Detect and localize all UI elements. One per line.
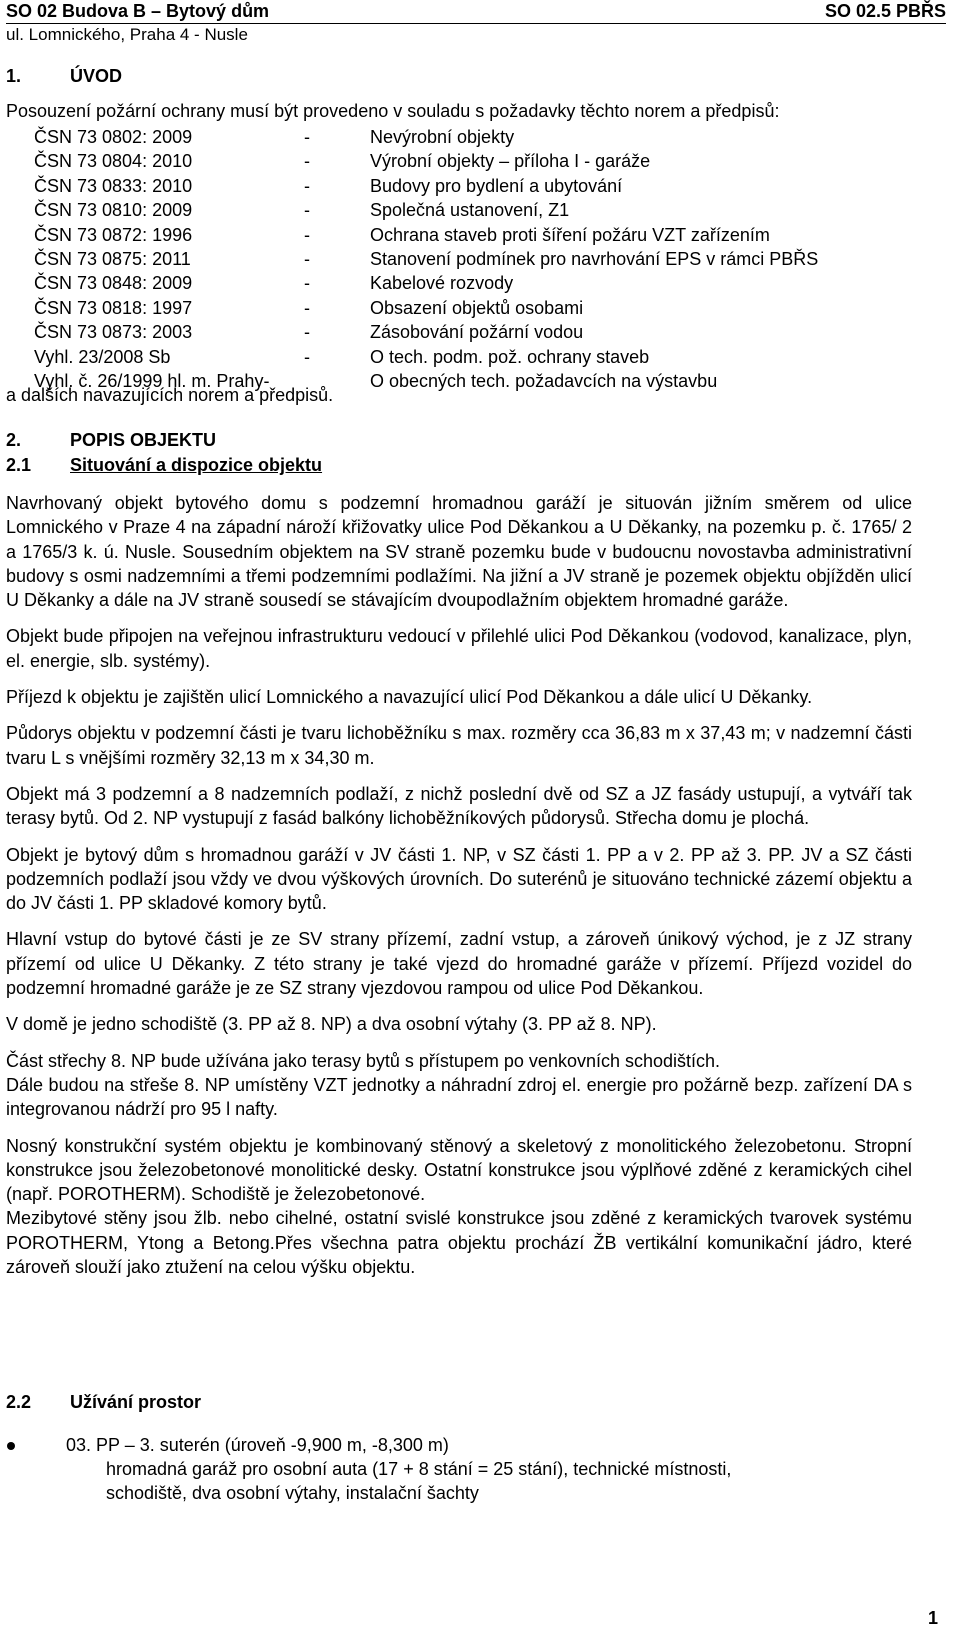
standard-name: Obsazení objektů osobami xyxy=(370,297,584,318)
standard-code: ČSN 73 0875: 2011 xyxy=(34,248,191,269)
standard-row xyxy=(34,200,934,224)
standard-dash: - xyxy=(304,200,310,221)
standard-row xyxy=(34,273,934,297)
section-2-1-heading xyxy=(6,455,322,476)
standard-dash: - xyxy=(304,151,310,172)
intro-closing-text: a dalších navazujících norem a předpisů. xyxy=(6,385,334,405)
section-2-2-heading xyxy=(6,1392,201,1413)
standard-dash: - xyxy=(304,346,310,367)
bullet-line: hromadná garáž pro osobní auta (17 + 8 stání = 25 stání), technické místnosti, xyxy=(106,1459,732,1479)
standard-dash: - xyxy=(304,322,310,343)
page-number: 1 xyxy=(927,1608,938,1628)
standard-code: ČSN 73 0873: 2003 xyxy=(34,322,193,343)
standard-row xyxy=(34,127,934,151)
paragraph: Hlavní vstup do bytové části je ze SV strany přízemí, zadní vstup, a zároveň únikový východ, je z JZ strany přízemí od ulice U Děkanky. Z této strany je také vjezd do hromadné garáže v přízemí. Příjezd vozidel do podzemní hromadné garáže je ze SZ strany vjezdovou rampou od ulice Pod Děkankou. xyxy=(6,929,912,999)
paragraph: Nosný konstrukční systém objektu je kombinovaný stěnový a skeletový z monolitického železobetonu. Stropní konstrukce jsou železobetonové monolitické desky. Ostatní konstrukce jsou výplňové zděné z keramických cihel (např. POROTHERM). Schodiště je železobetonové. xyxy=(6,1135,912,1205)
section-2-2-number: 2.2 xyxy=(6,1392,32,1412)
section-1-heading xyxy=(6,66,122,87)
bullet-line: 03. PP – 3. suterén (úroveň -9,900 m, -8,300 m) xyxy=(66,1435,449,1455)
standard-dash: - xyxy=(304,248,310,269)
standard-dash: - xyxy=(304,273,310,294)
section-2-2-title: Užívání prostor xyxy=(70,1392,202,1412)
standard-row xyxy=(34,249,934,273)
standard-name: Budovy pro bydlení a ubytování xyxy=(370,175,623,196)
paragraph: Půdorys objektu v podzemní části je tvaru lichoběžníku s max. rozměry cca 36,83 m x 37,43 m; v nadzemní části tvaru L s vnějšími rozměry 32,13 m x 34,30 m. xyxy=(6,723,912,768)
standard-row xyxy=(34,176,934,200)
standard-name: O tech. podm. pož. ochrany staveb xyxy=(370,346,650,367)
standard-row xyxy=(34,225,934,249)
standard-code: ČSN 73 0810: 2009 xyxy=(34,200,193,221)
paragraph: V domě je jedno schodiště (3. PP až 8. NP) a dva osobní výtahy (3. PP až 8. NP). xyxy=(6,1014,657,1035)
standard-dash: - xyxy=(304,297,310,318)
standard-code: ČSN 73 0872: 1996 xyxy=(34,224,193,245)
paragraph: Dále budou na střeše 8. NP umístěny VZT jednotky a náhradní zdroj el. energie pro požárně bezp. zařízení DA s integrovanou nádrží pro 95 l nafty. xyxy=(6,1074,912,1120)
standard-row xyxy=(34,151,934,175)
standard-dash: - xyxy=(304,127,310,147)
section-2-heading xyxy=(6,430,216,451)
bullet-line: schodiště, dva osobní výtahy, instalační šachty xyxy=(106,1483,479,1503)
standard-name: Stanovení podmínek pro navrhování EPS v rámci PBŘS xyxy=(370,248,819,269)
section-1-title: ÚVOD xyxy=(70,66,123,86)
page-header xyxy=(6,0,946,24)
paragraph: Navrhovaný objekt bytového domu s podzemní hromadnou garáží je situován jižním směrem od ulice Lomnického v Praze 4 na západní nároží křižovatky ulice Pod Děkankou a U Děkanky, na pozemku p. č. 1765/ 2 a 1765/3 k. ú. Nusle. Sousedním objektem na SV straně pozemku bude v budoucnu novostavba administrativní budovy s osmi nadzemními a třemi podzemními podlažími. Na jižní a JV straně je pozemek objektu objížděn ulicí U Děkanky a dále na JV straně sousedí se stávajícím dvoupodlažním objektem hromadné garáže. xyxy=(6,493,912,611)
standard-name: O obecných tech. požadavcích na výstavbu xyxy=(370,370,718,391)
standard-row xyxy=(34,347,934,371)
standard-row xyxy=(34,298,934,322)
paragraph: Objekt má 3 podzemní a 8 nadzemních podlaží, z nichž poslední dvě od SZ a JZ fasády ustupují, a vytváří tak terasy bytů. Od 2. NP vystupují z fasád balkóny lichoběžníkových půdorysů. Střecha domu je plochá. xyxy=(6,783,912,829)
paragraph: Část střechy 8. NP bude užívána jako terasy bytů s přístupem po venkovních schodištích. xyxy=(6,1050,721,1071)
paragraph: Příjezd k objektu je zajištěn ulicí Lomnického a navazující ulicí Pod Děkankou a dále ulicí U Děkanky. xyxy=(6,687,813,708)
standard-code: Vyhl. č. 26/1999 hl. m. Prahy- xyxy=(34,370,270,391)
paragraph: Objekt je bytový dům s hromadnou garáží v JV části 1. NP, v SZ části 1. PP a v 2. PP až 3. PP. JV a SZ části podzemních podlaží jsou vždy ve dvou výškových úrovních. Do suterénů je situováno technické zázemí objektu a do JV části 1. PP skladové komory bytů. xyxy=(6,844,912,914)
paragraph: Objekt bude připojen na veřejnou infrastrukturu vedoucí v přilehlé ulici Pod Děkankou (vodovod, kanalizace, plyn, el. energie, slb. systémy). xyxy=(6,626,912,671)
standard-code: ČSN 73 0833: 2010 xyxy=(34,175,193,196)
standard-name: Zásobování požární vodou xyxy=(370,322,584,343)
standard-name: Nevýrobní objekty xyxy=(370,127,515,147)
standard-row xyxy=(34,322,934,346)
standards-list xyxy=(34,127,934,395)
paragraph: Mezibytové stěny jsou žlb. nebo cihelné, ostatní svislé konstrukce jsou zděné z keramických tvarovek systému POROTHERM, Ytong a Betong.Přes všechna patra objektu prochází ŽB vertikální komunikační jádro, které zároveň slouží jako ztužení na celou výšku objektu. xyxy=(6,1208,912,1278)
header-address: ul. Lomnického, Praha 4 - Nusle xyxy=(6,25,248,44)
standard-name: Kabelové rozvody xyxy=(370,273,514,294)
section-2-1-body xyxy=(6,491,912,1291)
standard-dash: - xyxy=(304,175,310,196)
standard-code: ČSN 73 0802: 2009 xyxy=(34,127,193,147)
header-title: SO 02 Budova B – Bytový dům xyxy=(6,1,270,21)
standard-name: Výrobní objekty – příloha I - garáže xyxy=(370,151,651,172)
bullet-icon xyxy=(6,1433,36,1457)
standard-code: ČSN 73 0818: 1997 xyxy=(34,297,193,318)
header-code: SO 02.5 PBŘS xyxy=(824,1,946,21)
standard-code: ČSN 73 0848: 2009 xyxy=(34,273,193,294)
section-1-number: 1. xyxy=(6,66,22,86)
standard-code: ČSN 73 0804: 2010 xyxy=(34,151,193,172)
standard-name: Společná ustanovení, Z1 xyxy=(370,200,570,221)
section-2-number: 2. xyxy=(6,430,22,450)
section-2-1-title: Situování a dispozice objektu xyxy=(70,455,323,475)
standard-code: Vyhl. 23/2008 Sb xyxy=(34,346,171,367)
section-2-1-number: 2.1 xyxy=(6,455,32,475)
standard-dash: - xyxy=(304,224,310,245)
standard-name: Ochrana staveb proti šíření požáru VZT zařízením xyxy=(370,224,770,245)
intro-text: Posouzení požární ochrany musí být provedeno v souladu s požadavky těchto norem a předpisů: xyxy=(6,101,780,121)
section-2-title: POPIS OBJEKTU xyxy=(70,430,217,450)
